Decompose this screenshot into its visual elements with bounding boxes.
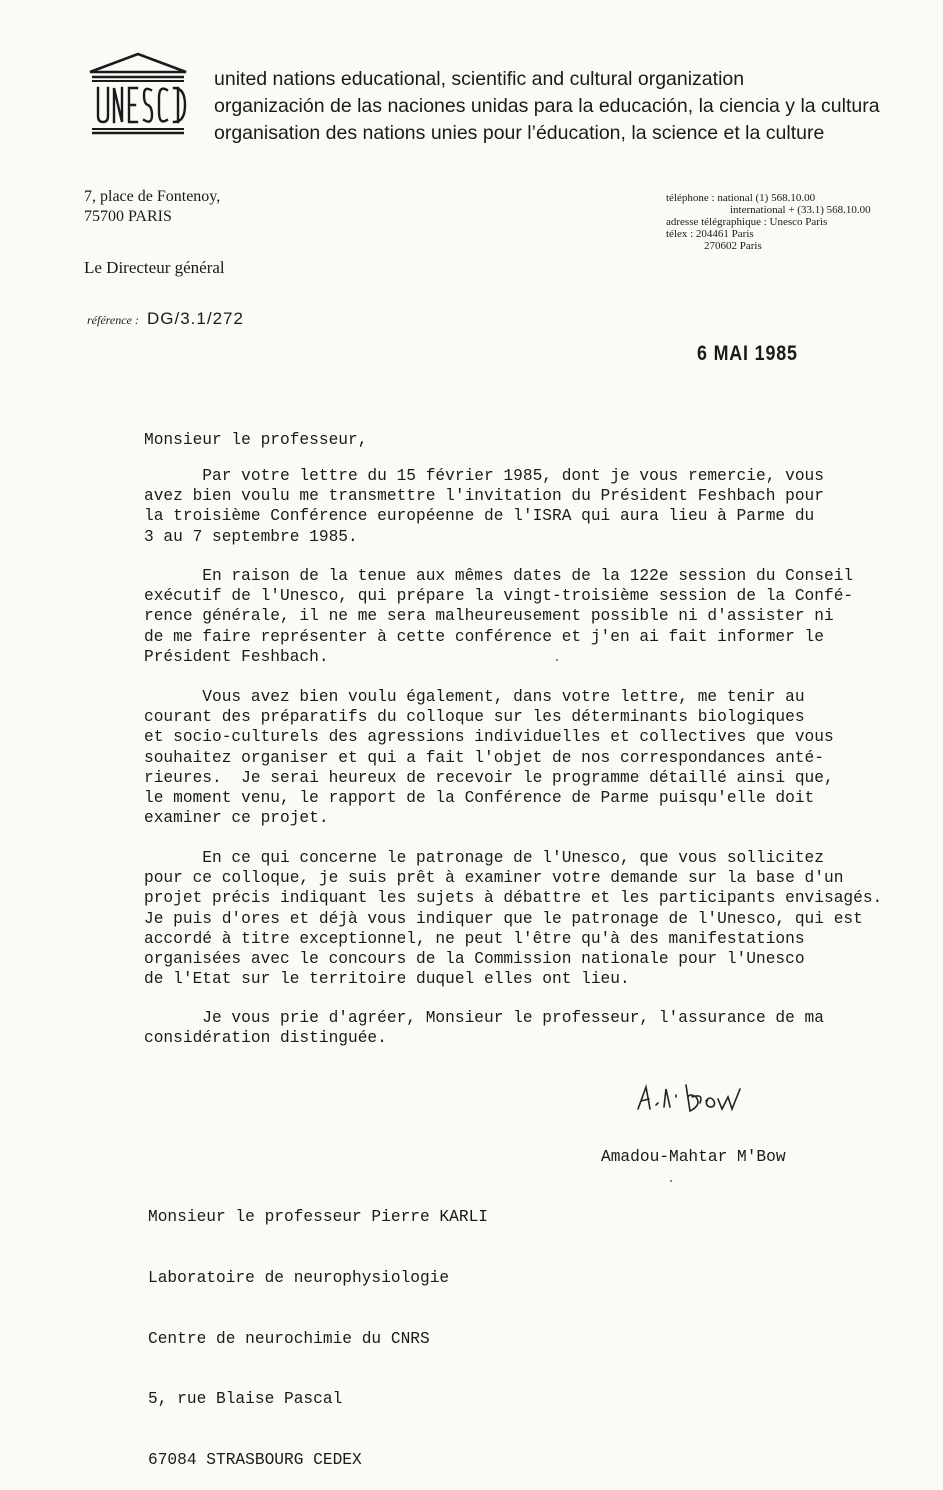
body-line: la troisième Conférence européenne de l'ISRA qui aura lieu à Parme du: [144, 507, 815, 526]
paper-speck: [556, 659, 558, 661]
body-line: considération distinguée.: [144, 1029, 387, 1048]
date-stamp: 6 MAI 1985: [697, 342, 798, 365]
body-line: Je puis d'ores et déjà vous indiquer que le patronage de l'Unesco, qui est: [144, 909, 863, 928]
signer-name: Amadou-Mahtar M'Bow: [601, 1148, 786, 1166]
addressee-line: Centre de neurochimie du CNRS: [148, 1329, 430, 1348]
body-line: rence générale, il ne me sera malheureusement possible ni d'assister ni: [144, 607, 834, 626]
addressee-line: 5, rue Blaise Pascal: [148, 1390, 343, 1409]
body-paragraph: [144, 687, 834, 828]
body-line: de me faire représenter à cette conférence et j'en ai fait informer le: [144, 627, 824, 646]
body-line: pour ce colloque, je suis prêt à examiner votre demande sur la base d'un: [144, 869, 844, 888]
body-line: courant des préparatifs du colloque sur les déterminants biologiques: [144, 708, 805, 727]
contact-phone-international: international + (33.1) 568.10.00: [730, 204, 871, 216]
body-line: le moment venu, le rapport de la Conférence de Parme puisqu'elle doit: [144, 789, 815, 808]
body-line: et socio-culturels des agressions individuelles et collectives que vous: [144, 728, 834, 747]
body-line: rieures. Je serai heureux de recevoir le programme détaillé ainsi que,: [144, 768, 834, 787]
addressee-line: Monsieur le professeur Pierre KARLI: [148, 1208, 488, 1227]
body-line: 3 au 7 septembre 1985.: [144, 527, 358, 546]
body-paragraph: [144, 848, 882, 989]
body-line: Par votre lettre du 15 février 1985, dont je vous remercie, vous: [144, 467, 824, 485]
body-line: souhaitez organiser et qui a fait l'objet de nos correspondances anté-: [144, 748, 824, 767]
body-line: projet précis indiquant les sujets à débattre et les participants envisagés.: [144, 889, 883, 908]
salutation: Monsieur le professeur,: [144, 431, 368, 449]
body-line: de l'Etat sur le territoire duquel elles ont lieu.: [144, 970, 630, 989]
body-line: examiner ce projet.: [144, 809, 329, 828]
addressee-line: 67084 STRASBOURG CEDEX: [148, 1450, 362, 1469]
reference-label: référence :: [87, 313, 139, 327]
body-line: exécutif de l'Unesco, qui prépare la vingt-troisième session de la Confé-: [144, 587, 854, 606]
paper-speck: [670, 1180, 672, 1182]
body-line: Vous avez bien voulu également, dans votre lettre, me tenir au: [144, 688, 805, 706]
address-line: 7, place de Fontenoy,: [84, 188, 221, 205]
addressee-line: Laboratoire de neurophysiologie: [148, 1269, 450, 1288]
body-paragraph: [144, 1008, 824, 1048]
body-paragraph: [144, 466, 824, 547]
contact-telex-2: 270602 Paris: [704, 240, 762, 252]
sender-title: Le Directeur général: [84, 258, 225, 277]
org-name-english: united nations educational, scientific and cultural organization: [214, 68, 745, 90]
address-city: 75700 PARIS: [84, 208, 172, 225]
body-line: organisées avec le concours de la Commission nationale pour l'Unesco: [144, 950, 805, 969]
body-paragraph: [144, 566, 853, 667]
body-line: accordé à titre exceptionnel, ne peut l'être qu'à des manifestations: [144, 929, 805, 948]
contact-telex: télex : 204461 Paris: [666, 228, 754, 240]
body-line: Je vous prie d'agréer, Monsieur le professeur, l'assurance de ma: [144, 1009, 824, 1027]
org-name-french: organisation des nations unies pour l’éducation, la science et la culture: [214, 122, 825, 144]
body-line: En ce qui concerne le patronage de l'Unesco, que vous sollicitez: [144, 849, 824, 867]
contact-phone-national: téléphone : national (1) 568.10.00: [666, 192, 816, 204]
body-line: avez bien voulu me transmettre l'invitation du Président Feshbach pour: [144, 487, 824, 506]
org-name-spanish: organización de las naciones unidas para la educación, la ciencia y la cultura: [214, 95, 880, 117]
body-line: Président Feshbach.: [144, 647, 329, 666]
reference-value: DG/3.1/272: [147, 309, 244, 328]
addressee-block: [148, 1167, 488, 1490]
body-line: En raison de la tenue aux mêmes dates de la 122e session du Conseil: [144, 567, 854, 585]
unesco-logo: [84, 50, 192, 150]
handwritten-signature: [632, 1075, 762, 1120]
contact-telegraph: adresse télégraphique : Unesco Paris: [666, 216, 828, 228]
